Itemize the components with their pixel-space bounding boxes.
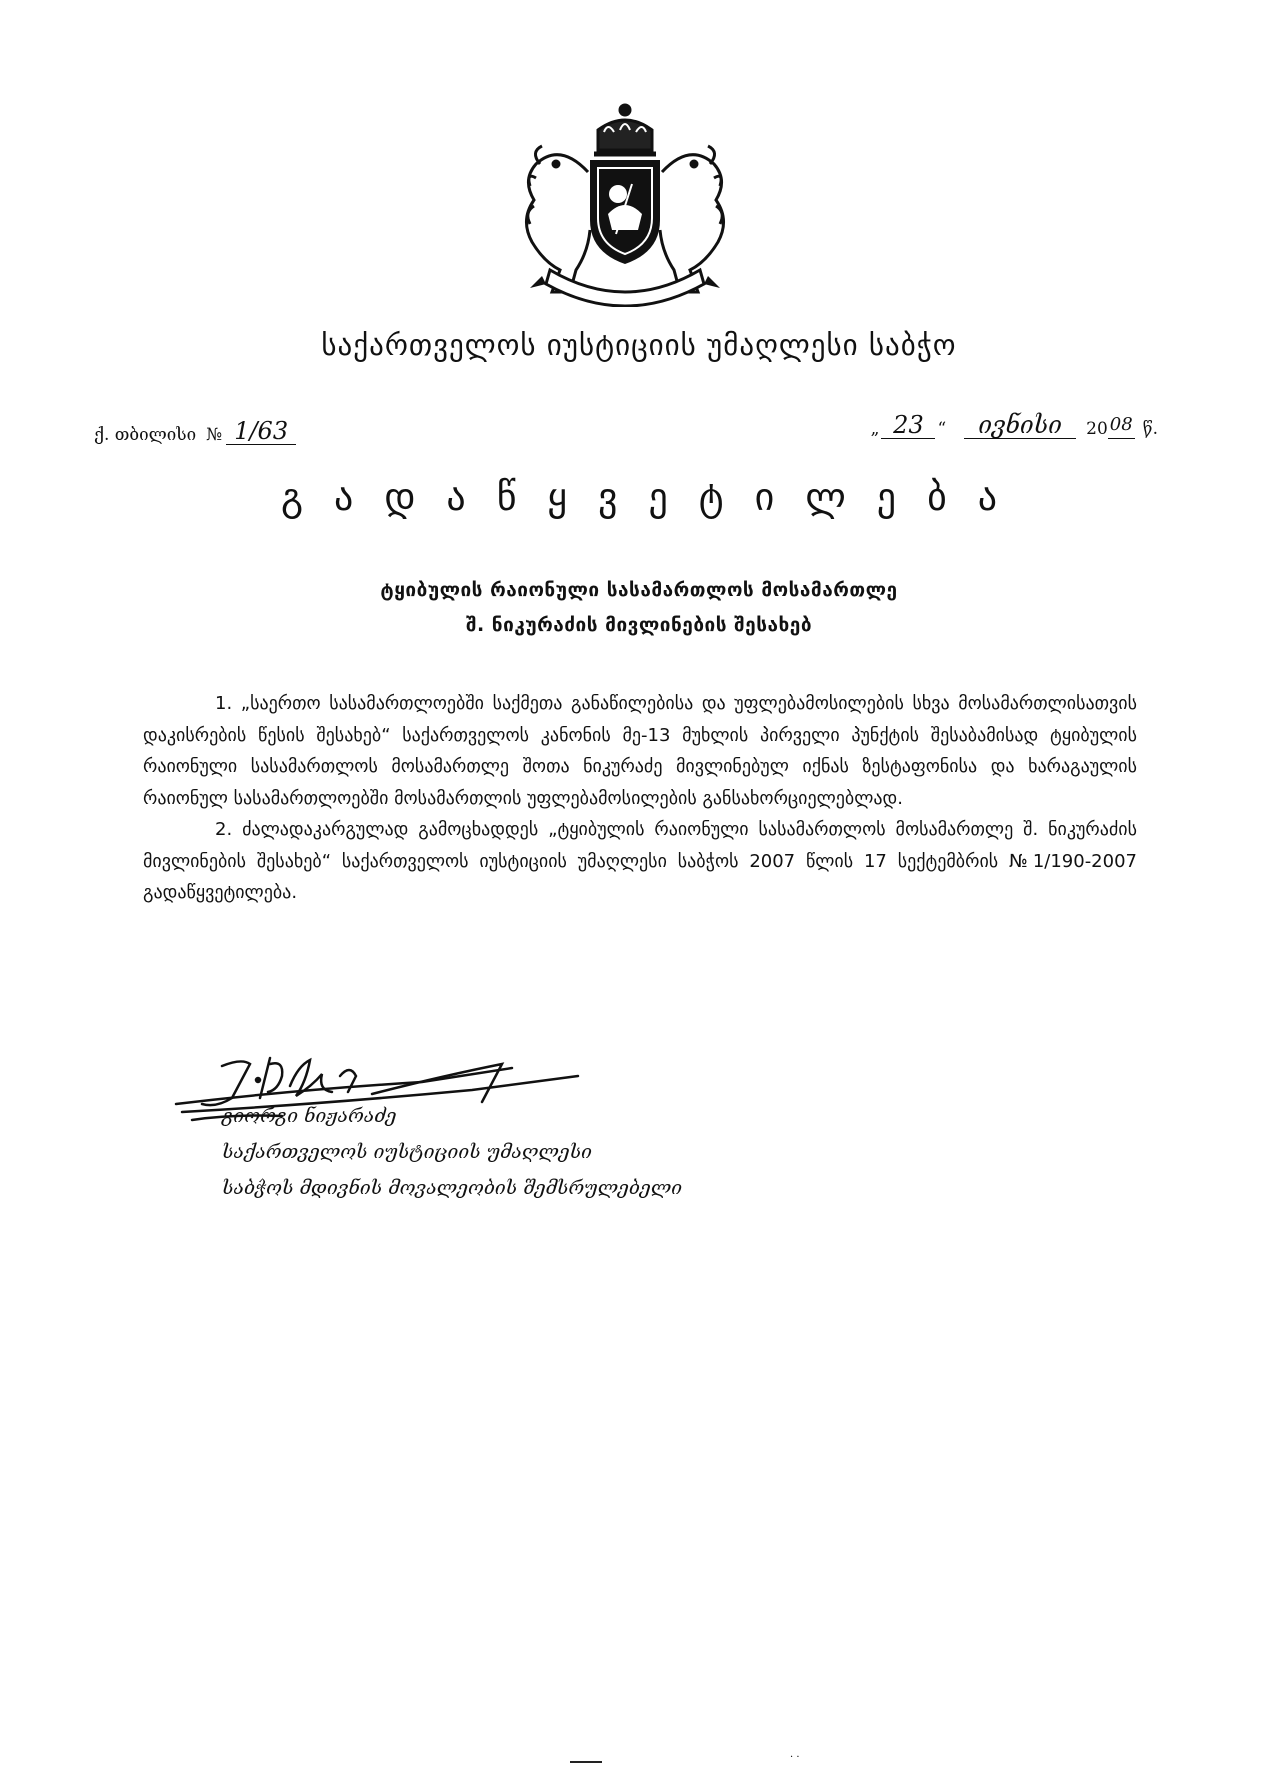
- motto-ribbon-icon: [530, 270, 720, 306]
- shield-icon: [590, 160, 660, 264]
- date-year-abbr: წ.: [1142, 419, 1158, 439]
- date-quote-open: „: [870, 419, 880, 439]
- signatory-block: [222, 1098, 682, 1206]
- date-quote-close: “: [937, 419, 947, 439]
- date-year-suffix: 08: [1108, 412, 1135, 439]
- date-day: 23: [881, 412, 935, 439]
- place-label: ქ. თბილისი: [94, 425, 197, 445]
- signatory-title-line-2: საბჭოს მდივნის მოვალეობის შემსრულებელი: [222, 1177, 683, 1199]
- lion-left-icon: [526, 146, 590, 292]
- document-title: გადაწყვეტილება: [280, 475, 1029, 519]
- document-subject: [0, 573, 1278, 643]
- signatory-name: გიორგი ნიჟარაძე: [222, 1105, 397, 1127]
- coat-of-arms-emblem: [490, 102, 760, 307]
- institution-name: საქართველოს იუსტიციის უმაღლესი საბჭო: [321, 328, 957, 362]
- date-year-prefix: 20: [1086, 419, 1108, 439]
- place-and-number: [94, 418, 296, 445]
- subject-line-1: ტყიბულის რაიონული სასამართლოს მოსამართლე: [380, 579, 898, 601]
- footer-dash: [570, 1761, 602, 1763]
- lion-right-icon: [660, 146, 724, 292]
- crown-icon: [594, 104, 656, 154]
- subject-line-2: შ. ნიკურაძის მივლინების შესახებ: [465, 614, 813, 636]
- number-label: №: [206, 425, 223, 445]
- document-number: 1/63: [226, 418, 296, 445]
- decision-paragraph-1: 1. „საერთო სასამართლოებში საქმეთა განაწილებისა და უფლებამოსილების სხვა მოსამართლისათვის დაკისრების წესის შესახებ“ საქართველოს კანონის მე-13 მუხლის პირველი პუნქტის შესაბამისად ტყიბულის რაიონული სასამართლოს მოსამართლე შოთა ნიკურაძე მივლინებულ იქნას ზესტაფონისა და ხარაგაულის რაიონულ სასამართლოებში მოსამართლის უფლებამოსილების განსახორციელებლად.: [143, 693, 1137, 809]
- signatory-title-line-1: საქართველოს იუსტიციის უმაღლესი: [222, 1141, 592, 1163]
- footer-dots: · ·: [790, 1752, 800, 1763]
- decision-paragraph-2: 2. ძალადაკარგულად გამოცხადდეს „ტყიბულის რაიონული სასამართლოს მოსამართლე შ. ნიკურაძის მივლინების შესახებ“ საქართველოს იუსტიციის უმაღლესი საბჭოს 2007 წლის 17 სექტემბრის №1/190-2007 გადაწყვეტილება.: [143, 819, 1137, 903]
- date-month: ივნისი: [964, 412, 1076, 439]
- document-date: [869, 412, 1158, 439]
- decision-body: [143, 688, 1137, 909]
